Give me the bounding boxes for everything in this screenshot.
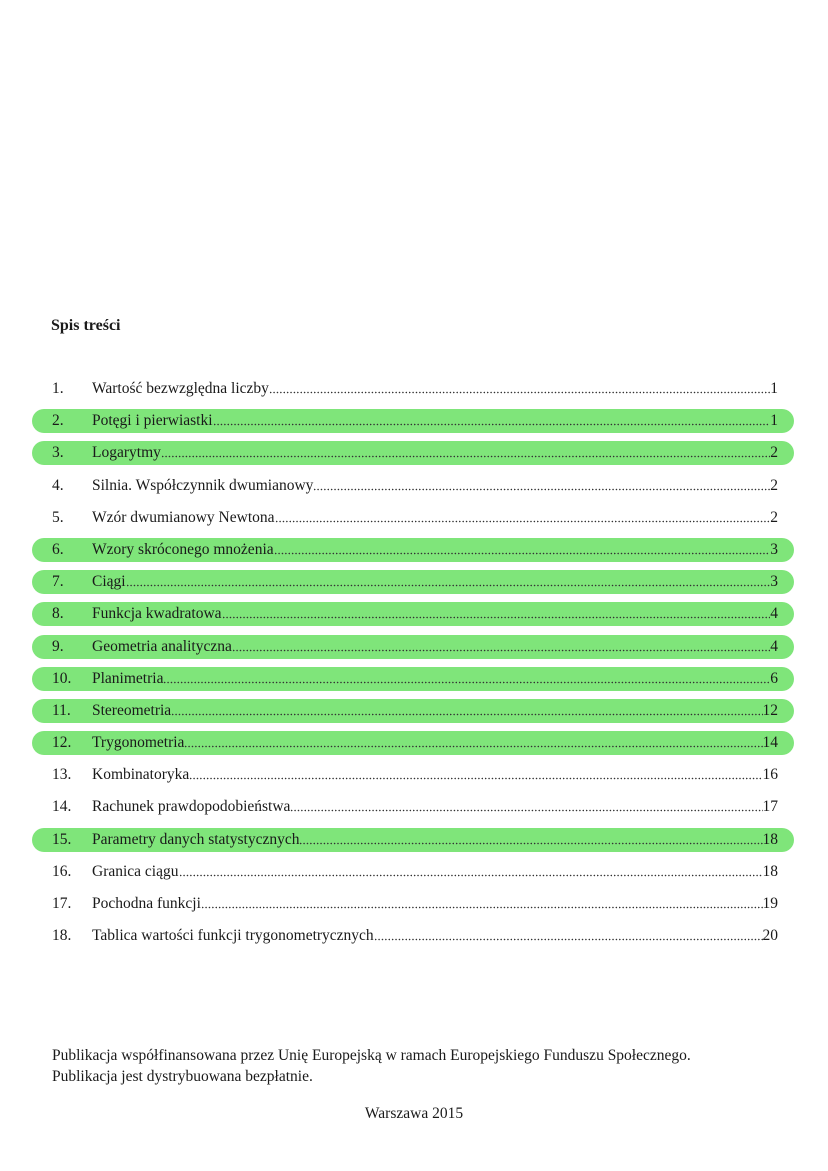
toc-entry-number: 8.	[52, 605, 64, 623]
toc-dot-leader	[189, 776, 762, 782]
toc-entry-number: 18.	[52, 927, 72, 945]
toc-entry-number: 12.	[52, 734, 72, 752]
toc-entry-page: 1	[770, 412, 778, 430]
toc-dot-leader	[274, 550, 771, 556]
toc-entry[interactable]	[32, 667, 794, 691]
toc-dot-leader	[290, 808, 762, 814]
toc-dot-leader	[171, 711, 762, 717]
toc-entry[interactable]	[32, 828, 794, 852]
toc-list	[32, 377, 794, 956]
toc-entry-page: 2	[770, 508, 778, 526]
toc-entry-number: 5.	[52, 508, 64, 526]
toc-entry-number: 11.	[52, 701, 71, 719]
toc-entry-page: 18	[762, 862, 778, 880]
toc-entry-page: 6	[770, 669, 778, 687]
toc-entry-label: Planimetria	[92, 669, 164, 687]
toc-entry[interactable]	[32, 763, 794, 787]
toc-entry-page: 4	[770, 605, 778, 623]
toc-entry-number: 7.	[52, 573, 64, 591]
toc-entry-number: 4.	[52, 476, 64, 494]
toc-entry-number: 17.	[52, 895, 72, 912]
toc-dot-leader	[213, 422, 771, 428]
toc-entry-page: 4	[770, 637, 778, 655]
toc-entry-label: Ciągi	[92, 573, 126, 591]
toc-dot-leader	[275, 518, 771, 524]
toc-entry-label: Granica ciągu	[92, 862, 179, 880]
toc-entry[interactable]	[32, 506, 794, 530]
city-year: Warszawa 2015	[364, 1105, 464, 1122]
toc-entry[interactable]	[32, 635, 794, 659]
toc-dot-leader	[222, 615, 771, 621]
toc-entry[interactable]	[32, 377, 794, 401]
toc-entry-label: Stereometria	[92, 701, 172, 719]
toc-dot-leader	[269, 390, 770, 396]
toc-entry[interactable]	[32, 860, 794, 884]
toc-entry-number: 3.	[52, 444, 64, 462]
toc-entry-number: 1.	[52, 380, 64, 397]
toc-dot-leader	[126, 583, 771, 589]
toc-entry-page: 2	[770, 444, 778, 462]
toc-entry[interactable]	[32, 924, 794, 948]
toc-entry-page: 2	[770, 476, 778, 494]
toc-entry-label: Trygonometria	[92, 734, 185, 752]
toc-dot-leader	[232, 647, 770, 653]
toc-entry-number: 15.	[52, 830, 72, 848]
toc-dot-leader	[201, 905, 763, 911]
toc-entry-number: 14.	[52, 798, 72, 816]
toc-entry[interactable]	[32, 892, 794, 916]
funding-note-line-2: Publikacja jest dystrybuowana bezpłatnie.	[52, 1068, 313, 1085]
toc-entry-label: Wzór dwumianowy Newtona	[92, 508, 275, 526]
toc-dot-leader	[161, 454, 770, 460]
toc-entry[interactable]	[32, 441, 794, 465]
toc-dot-leader	[179, 872, 763, 878]
toc-entry-label: Wzory skróconego mnożenia	[92, 540, 274, 558]
toc-entry-label: Silnia. Współczynnik dwumianowy	[92, 476, 314, 494]
toc-entry-number: 16.	[52, 862, 72, 880]
toc-entry-number: 9.	[52, 637, 64, 655]
toc-entry-page: 18	[762, 830, 778, 848]
toc-entry-number: 10.	[52, 669, 72, 687]
toc-entry-page: 3	[770, 540, 778, 558]
toc-entry-page: 12	[762, 701, 778, 719]
toc-entry-label: Logarytmy	[92, 444, 161, 462]
toc-dot-leader	[299, 840, 762, 846]
toc-entry-page: 17	[762, 798, 778, 816]
toc-entry-label: Potęgi i pierwiastki	[92, 412, 213, 430]
toc-entry-page: 1	[770, 380, 778, 397]
toc-dot-leader	[184, 744, 762, 750]
toc-title: Spis treści	[51, 317, 121, 334]
toc-entry[interactable]	[32, 570, 794, 594]
funding-note	[52, 1045, 691, 1087]
toc-entry[interactable]	[32, 795, 794, 819]
toc-dot-leader	[374, 937, 763, 943]
toc-entry-label: Pochodna funkcji	[92, 895, 201, 912]
toc-entry-label: Parametry danych statystycznych	[92, 830, 300, 848]
toc-entry-page: 3	[770, 573, 778, 591]
toc-entry[interactable]	[32, 538, 794, 562]
toc-entry[interactable]	[32, 409, 794, 433]
toc-entry-label: Funkcja kwadratowa	[92, 605, 222, 623]
toc-entry[interactable]	[32, 602, 794, 626]
toc-entry-number: 2.	[52, 412, 64, 430]
toc-entry-label: Kombinatoryka	[92, 766, 190, 784]
toc-entry-label: Wartość bezwzględna liczby	[92, 380, 269, 397]
funding-note-line-1: Publikacja współfinansowana przez Unię Europejską w ramach Europejskiego Funduszu Społecznego.	[52, 1047, 691, 1064]
toc-entry-label: Geometria analityczna	[92, 637, 232, 655]
toc-entry-page: 16	[762, 766, 778, 784]
toc-entry-page: 14	[762, 734, 778, 752]
toc-entry[interactable]	[32, 731, 794, 755]
toc-entry[interactable]	[32, 474, 794, 498]
toc-entry-number: 6.	[52, 540, 64, 558]
toc-entry-page: 19	[762, 895, 778, 912]
toc-entry-number: 13.	[52, 766, 72, 784]
toc-entry-page: 20	[762, 927, 778, 945]
toc-dot-leader	[163, 679, 770, 685]
toc-entry[interactable]	[32, 699, 794, 723]
toc-entry-label: Tablica wartości funkcji trygonometrycznych	[92, 927, 374, 945]
toc-dot-leader	[313, 486, 770, 492]
toc-entry-label: Rachunek prawdopodobieństwa	[92, 798, 291, 816]
